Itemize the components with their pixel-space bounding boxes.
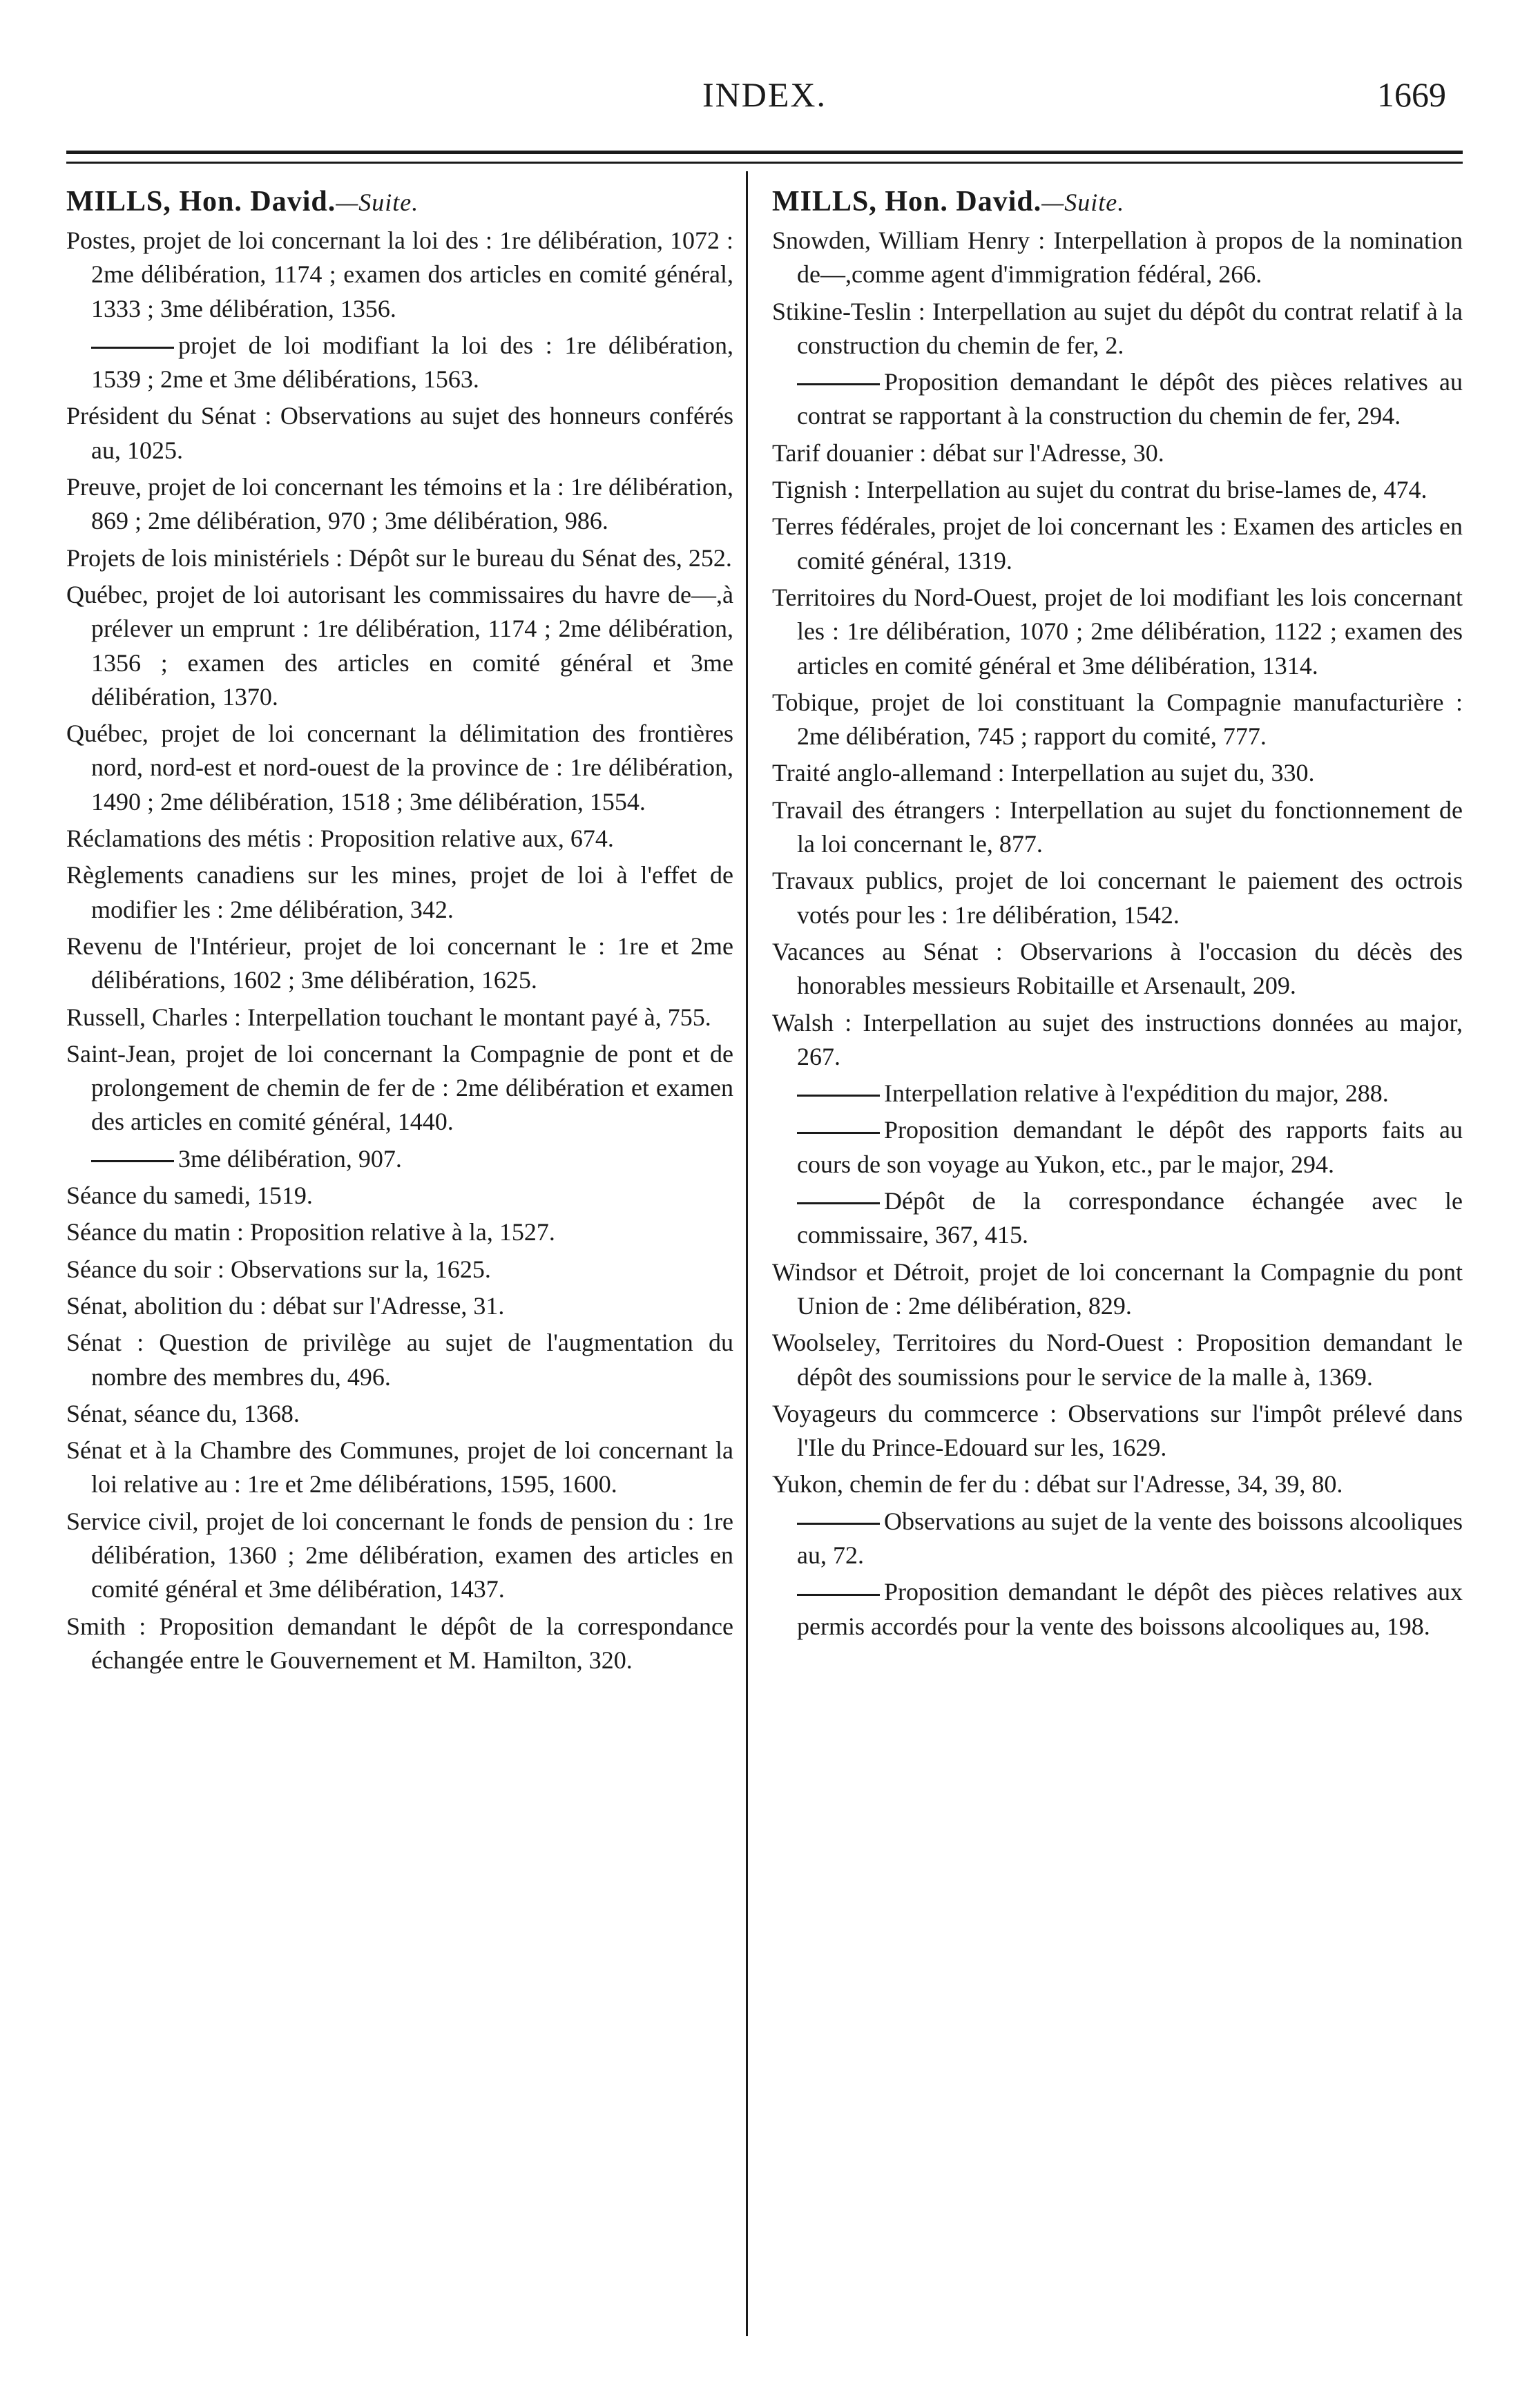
entry-text: Sénat : Question de privilège au sujet de l'augmentation du nombre des membres du, 496. (66, 1329, 733, 1391)
ditto-dash (91, 1160, 174, 1162)
index-entry (772, 756, 1463, 790)
entry-text: Tobique, projet de loi constituant la Compagnie manufacturière : 2me délibération, 745 ; rapport du comité, 777. (772, 688, 1463, 751)
entry-text: Règlements canadiens sur les mines, projet de loi à l'effet de modifier les : 2me délibération, 342. (66, 861, 733, 923)
index-entry (772, 1326, 1463, 1394)
index-entry (772, 295, 1463, 363)
entry-text: Dépôt de la correspondance échangée avec le commissaire, 367, 415. (797, 1187, 1463, 1249)
heading-name: MILLS, Hon. David. (772, 186, 1042, 218)
left-column (66, 185, 733, 1680)
entry-text: projet de loi modifiant la loi des : 1re délibération, 1539 ; 2me et 3me délibérations, 1563. (91, 331, 733, 394)
entry-text: Québec, projet de loi autorisant les commissaires du havre de—,à prélever un emprunt : 1re délibération, 1174 ; 2me délibération, 1356 ; examen des articles en comité général et 3me délibération, 1370. (66, 580, 733, 711)
index-entry (772, 1397, 1463, 1465)
entry-text: Proposition demandant le dépôt des pièces relatives aux permis accordés pour la vente des boissons alcooliques au, 198. (797, 1578, 1463, 1640)
ditto-dash (91, 347, 174, 349)
entry-text: Réclamations des métis : Proposition relative aux, 674. (66, 825, 614, 853)
column-heading (772, 185, 1463, 218)
entry-text: Yukon, chemin de fer du : débat sur l'Adresse, 34, 39, 80. (772, 1470, 1343, 1499)
index-entry (66, 822, 733, 856)
ditto-dash (797, 383, 880, 385)
index-subentry (772, 1113, 1463, 1182)
index-entry (772, 436, 1463, 470)
right-column (772, 185, 1463, 1646)
index-entry (772, 1467, 1463, 1501)
index-entry (66, 1037, 733, 1139)
index-entry (66, 541, 733, 575)
index-entry (66, 1434, 733, 1502)
entry-text: Proposition demandant le dépôt des rapports faits au cours de son voyage au Yukon, etc., par le major, 294. (797, 1116, 1463, 1178)
header-rule-thin (66, 162, 1463, 164)
index-entry (66, 717, 733, 819)
column-heading (66, 185, 733, 218)
entry-text: Projets de lois ministériels : Dépôt sur le bureau du Sénat des, 252. (66, 543, 732, 572)
entry-text: Sénat et à la Chambre des Communes, projet de loi concernant la loi relative au : 1re et 2me délibérations, 1595, 1600. (66, 1436, 733, 1499)
index-entry-list (772, 224, 1463, 1644)
entry-text: Voyageurs du commcerce : Observations sur l'impôt prélevé dans l'Ile du Prince-Edouard sur les, 1629. (772, 1399, 1463, 1462)
entry-text: Tarif douanier : débat sur l'Adresse, 30. (772, 439, 1164, 467)
entry-text: Traité anglo-allemand : Interpellation au sujet du, 330. (772, 759, 1315, 787)
index-entry (66, 399, 733, 468)
entry-text: Woolseley, Territoires du Nord-Ouest : Proposition demandant le dépôt des soumissions pour le service de la malle à, 1369. (772, 1329, 1463, 1391)
ditto-dash (797, 1095, 880, 1097)
entry-text: Territoires du Nord-Ouest, projet de loi modifiant les lois concernant les : 1re délibération, 1070 ; 2me délibération, 1122 ; examen des articles en comité général et 3me délibération, 1314. (772, 583, 1463, 680)
index-entry (772, 510, 1463, 578)
index-entry (772, 581, 1463, 683)
ditto-dash (797, 1523, 880, 1525)
index-entry (66, 1289, 733, 1323)
column-divider (746, 171, 748, 2336)
index-subentry (772, 365, 1463, 434)
heading-name: MILLS, Hon. David. (66, 186, 336, 218)
entry-text: Russell, Charles : Interpellation touchant le montant payé à, 755. (66, 1003, 711, 1031)
header-rule (66, 151, 1463, 154)
index-subentry (772, 1077, 1463, 1110)
entry-text: Sénat, abolition du : débat sur l'Adresse, 31. (66, 1291, 505, 1320)
index-entry (66, 1215, 733, 1249)
index-entry (66, 578, 733, 714)
index-subentry (772, 1505, 1463, 1573)
index-entry (66, 1505, 733, 1607)
entry-text: Saint-Jean, projet de loi concernant la Compagnie de pont et de prolongement de chemin de fer de : 2me délibération et examen des articles en comité général, 1440. (66, 1039, 733, 1136)
entry-text: Revenu de l'Intérieur, projet de loi concernant le : 1re et 2me délibérations, 1602 ; 3me délibération, 1625. (66, 932, 733, 994)
index-subentry (772, 1575, 1463, 1644)
entry-text: Postes, projet de loi concernant la loi des : 1re délibération, 1072 : 2me délibération, 1174 ; examen dos articles en comité général, 1333 ; 3me délibération, 1356. (66, 227, 733, 322)
index-subentry (66, 1142, 733, 1176)
index-subentry (772, 1184, 1463, 1253)
entry-text: Terres fédérales, projet de loi concernant les : Examen des articles en comité général, 1319. (772, 512, 1463, 575)
index-entry (772, 1006, 1463, 1075)
index-entry (66, 930, 733, 998)
entry-text: Stikine-Teslin : Interpellation au sujet du dépôt du contrat relatif à la construction du chemin de fer, 2. (772, 297, 1463, 359)
entry-text: Smith : Proposition demandant le dépôt de la correspondance échangée entre le Gouvernement et M. Hamilton, 320. (66, 1612, 733, 1674)
index-entry (772, 473, 1463, 507)
heading-suffix: —Suite. (1041, 189, 1125, 216)
index-entry-list (66, 224, 733, 1677)
entry-text: Séance du matin : Proposition relative à la, 1527. (66, 1218, 555, 1246)
entry-text: Séance du soir : Observations sur la, 1625. (66, 1255, 491, 1283)
index-entry (66, 470, 733, 539)
entry-text: Interpellation relative à l'expédition du major, 288. (884, 1079, 1389, 1108)
index-entry (66, 1253, 733, 1287)
entry-text: 3me délibération, 907. (178, 1144, 402, 1173)
index-entry (66, 858, 733, 927)
ditto-dash (797, 1132, 880, 1134)
entry-text: Québec, projet de loi concernant la délimitation des frontières nord, nord-est et nord-ouest de la province de : 1re délibération, 1490 ; 2me délibération, 1518 ; 3me délibération, 1554. (66, 720, 733, 816)
index-entry (66, 1001, 733, 1034)
entry-text: Walsh : Interpellation au sujet des instructions données au major, 267. (772, 1008, 1463, 1070)
index-entry (66, 224, 733, 326)
index-entry (66, 1326, 733, 1394)
entry-text: Proposition demandant le dépôt des pièces relatives au contrat se rapportant à la construction du chemin de fer, 294. (797, 368, 1463, 430)
page-header (0, 75, 1529, 130)
entry-text: Travail des étrangers : Interpellation au sujet du fonctionnement de la loi concernant le, 877. (772, 796, 1463, 858)
heading-suffix: —Suite. (336, 189, 419, 216)
index-entry (772, 793, 1463, 862)
entry-text: Service civil, projet de loi concernant le fonds de pension du : 1re délibération, 1360 ; 2me délibération, examen des articles en comité général et 3me délibération, 1437. (66, 1507, 733, 1603)
index-entry (772, 1255, 1463, 1324)
page-title: INDEX. (702, 75, 827, 114)
entry-text: Travaux publics, projet de loi concernant le paiement des octrois votés pour les : 1re délibération, 1542. (772, 867, 1463, 929)
entry-text: Tignish : Interpellation au sujet du contrat du brise-lames de, 474. (772, 476, 1427, 504)
index-entry (772, 864, 1463, 932)
entry-text: Vacances au Sénat : Observarions à l'occasion du décès des honorables messieurs Robitaille et Arsenault, 209. (772, 937, 1463, 1000)
entry-text: Président du Sénat : Observations au sujet des honneurs conférés au, 1025. (66, 402, 733, 464)
entry-text: Séance du samedi, 1519. (66, 1182, 313, 1210)
ditto-dash (797, 1594, 880, 1596)
entry-text: Preuve, projet de loi concernant les témoins et la : 1re délibération, 869 ; 2me délibération, 970 ; 3me délibération, 986. (66, 473, 733, 535)
index-entry (772, 686, 1463, 754)
index-entry (66, 1397, 733, 1431)
entry-text: Snowden, William Henry : Interpellation à propos de la nomination de—,comme agent d'immigration fédéral, 266. (772, 227, 1463, 289)
index-entry (772, 935, 1463, 1003)
index-entry (66, 1179, 733, 1213)
index-entry (772, 224, 1463, 292)
index-subentry (66, 329, 733, 397)
entry-text: Windsor et Détroit, projet de loi concernant la Compagnie du pont Union de : 2me délibération, 829. (772, 1258, 1463, 1320)
entry-text: Observations au sujet de la vente des boissons alcooliques au, 72. (797, 1507, 1463, 1569)
index-entry (66, 1610, 733, 1678)
ditto-dash (797, 1202, 880, 1204)
page-number: 1669 (1377, 75, 1446, 114)
entry-text: Sénat, séance du, 1368. (66, 1399, 300, 1427)
